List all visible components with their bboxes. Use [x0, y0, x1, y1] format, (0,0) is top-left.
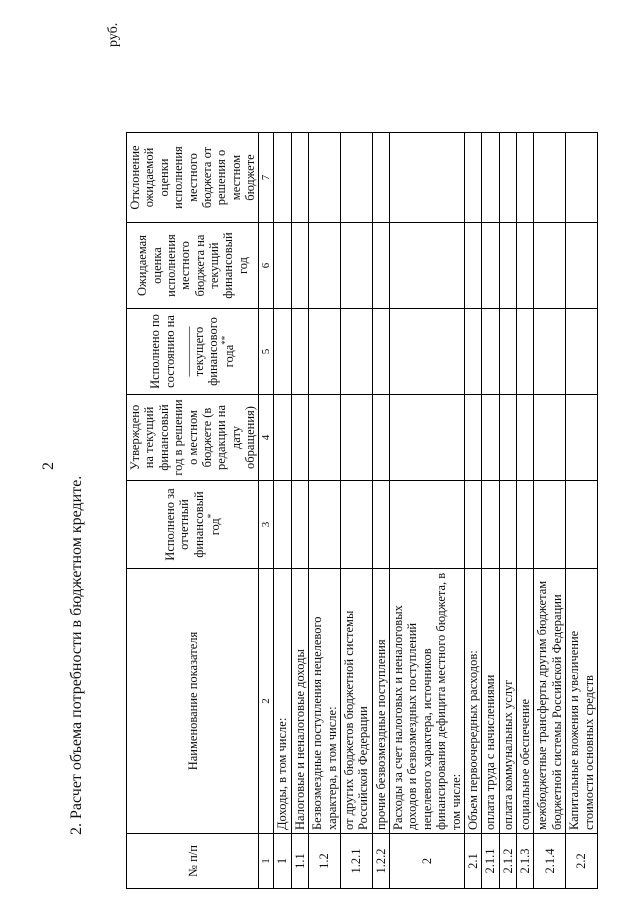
value-cell — [566, 309, 598, 395]
header-name: Наименование показателя — [127, 569, 259, 834]
table-row — [482, 133, 499, 889]
column-number: 4 — [259, 395, 274, 481]
value-cell — [534, 223, 566, 309]
value-cell — [464, 133, 481, 223]
table-row — [274, 133, 291, 889]
value-cell — [390, 309, 465, 395]
unit-label: руб. — [106, 22, 121, 47]
table-row — [499, 133, 516, 889]
value-cell — [309, 309, 341, 395]
value-cell — [482, 223, 499, 309]
table-row — [517, 133, 534, 889]
value-cell — [534, 133, 566, 223]
value-cell — [517, 223, 534, 309]
value-cell — [291, 223, 308, 309]
row-name: социальное обеспечение — [517, 569, 534, 834]
value-cell — [372, 309, 389, 395]
value-cell — [482, 309, 499, 395]
value-cell — [517, 395, 534, 481]
row-name: Капитальные вложения и увеличение стоимости основных средств — [566, 569, 598, 834]
value-cell — [340, 309, 372, 395]
row-number: 2.1 — [464, 834, 481, 889]
column-number: 5 — [259, 309, 274, 395]
value-cell — [274, 133, 291, 223]
value-cell — [566, 395, 598, 481]
value-cell — [390, 395, 465, 481]
table-row — [464, 133, 481, 889]
column-number: 2 — [259, 569, 274, 834]
row-number: 1 — [274, 834, 291, 889]
value-cell — [390, 133, 465, 223]
row-number: 1.2.1 — [340, 834, 372, 889]
value-cell — [309, 133, 341, 223]
table-row — [534, 133, 566, 889]
value-cell — [291, 309, 308, 395]
value-cell — [464, 223, 481, 309]
header-approved-current-year: Утверждено на текущий финансовый год в решении о местном бюджете (в редакции на дату обращения) — [127, 395, 259, 481]
value-cell — [291, 133, 308, 223]
value-cell — [566, 481, 598, 569]
value-cell — [340, 133, 372, 223]
value-cell — [340, 395, 372, 481]
row-name: Расходы за счет налоговых и неналоговых доходов и безвозмездных поступлений нецелевого характера, источников финансирования дефицита местного бюджета, в том числе: — [390, 569, 465, 834]
row-name: Доходы, в том числе: — [274, 569, 291, 834]
table-row — [340, 133, 372, 889]
row-number: 2.1.3 — [517, 834, 534, 889]
value-cell — [340, 481, 372, 569]
row-number: 2.1.4 — [534, 834, 566, 889]
value-cell — [482, 395, 499, 481]
value-cell — [372, 395, 389, 481]
value-cell — [372, 481, 389, 569]
value-cell — [566, 133, 598, 223]
value-cell — [309, 395, 341, 481]
row-name: прочие безвозмездные поступления — [372, 569, 389, 834]
value-cell — [499, 395, 516, 481]
value-cell — [291, 395, 308, 481]
value-cell — [566, 223, 598, 309]
value-cell — [372, 223, 389, 309]
value-cell — [309, 481, 341, 569]
table-row — [309, 133, 341, 889]
table-body — [274, 133, 598, 889]
value-cell — [482, 133, 499, 223]
column-number: 1 — [259, 834, 274, 889]
value-cell — [517, 133, 534, 223]
header-executed-reporting-year: Исполнено за отчетный финансовый год* — [127, 481, 259, 569]
value-cell — [390, 223, 465, 309]
value-cell — [464, 309, 481, 395]
budget-credit-table — [126, 132, 598, 889]
page-number: 2 — [40, 462, 57, 470]
row-number: 1.2 — [309, 834, 341, 889]
value-cell — [517, 481, 534, 569]
value-cell — [464, 481, 481, 569]
value-cell — [499, 481, 516, 569]
table-row — [291, 133, 308, 889]
row-number: 2.1.2 — [499, 834, 516, 889]
header-deviation: Отклонение ожидаемой оценки исполнения местного бюджета от решения о местном бюджете — [127, 133, 259, 223]
value-cell — [534, 309, 566, 395]
value-cell — [390, 481, 465, 569]
table-row — [566, 133, 598, 889]
row-name: Объем первоочередных расходов: — [464, 569, 481, 834]
value-cell — [274, 309, 291, 395]
value-cell — [534, 395, 566, 481]
row-number: 2.2 — [566, 834, 598, 889]
column-number: 3 — [259, 481, 274, 569]
value-cell — [372, 133, 389, 223]
column-number: 6 — [259, 223, 274, 309]
row-name: Безвозмездные поступления нецелевого характера, в том числе: — [309, 569, 341, 834]
row-name: оплата коммунальных услуг — [499, 569, 516, 834]
row-name: Налоговые и неналоговые доходы — [291, 569, 308, 834]
header-expected-estimate: Ожидаемая оценка исполнения местного бюджета на текущий финансовый год — [127, 223, 259, 309]
value-cell — [274, 223, 291, 309]
table-row — [372, 133, 389, 889]
value-cell — [309, 223, 341, 309]
column-number: 7 — [259, 133, 274, 223]
row-number: 1.2.2 — [372, 834, 389, 889]
value-cell — [340, 223, 372, 309]
section-title: 2. Расчет объема потребности в бюджетном кредите. — [68, 475, 85, 835]
row-number: 2.1.1 — [482, 834, 499, 889]
value-cell — [517, 309, 534, 395]
header-no: № п/п — [127, 834, 259, 889]
value-cell — [534, 481, 566, 569]
value-cell — [499, 309, 516, 395]
value-cell — [482, 481, 499, 569]
row-number: 1.1 — [291, 834, 308, 889]
header-executed-as-of: Исполнено по состоянию на ________ текущего финансового года** — [127, 309, 259, 395]
value-cell — [274, 481, 291, 569]
value-cell — [291, 481, 308, 569]
column-numbers-row — [259, 133, 274, 889]
row-name: межбюджетные трансферты другим бюджетам бюджетной системы Российской Федерации — [534, 569, 566, 834]
value-cell — [499, 223, 516, 309]
row-name: оплата труда с начислениями — [482, 569, 499, 834]
value-cell — [464, 395, 481, 481]
value-cell — [274, 395, 291, 481]
value-cell — [499, 133, 516, 223]
table-row — [390, 133, 465, 889]
row-name: от других бюджетов бюджетной системы Российской Федерации — [340, 569, 372, 834]
row-number: 2 — [390, 834, 465, 889]
